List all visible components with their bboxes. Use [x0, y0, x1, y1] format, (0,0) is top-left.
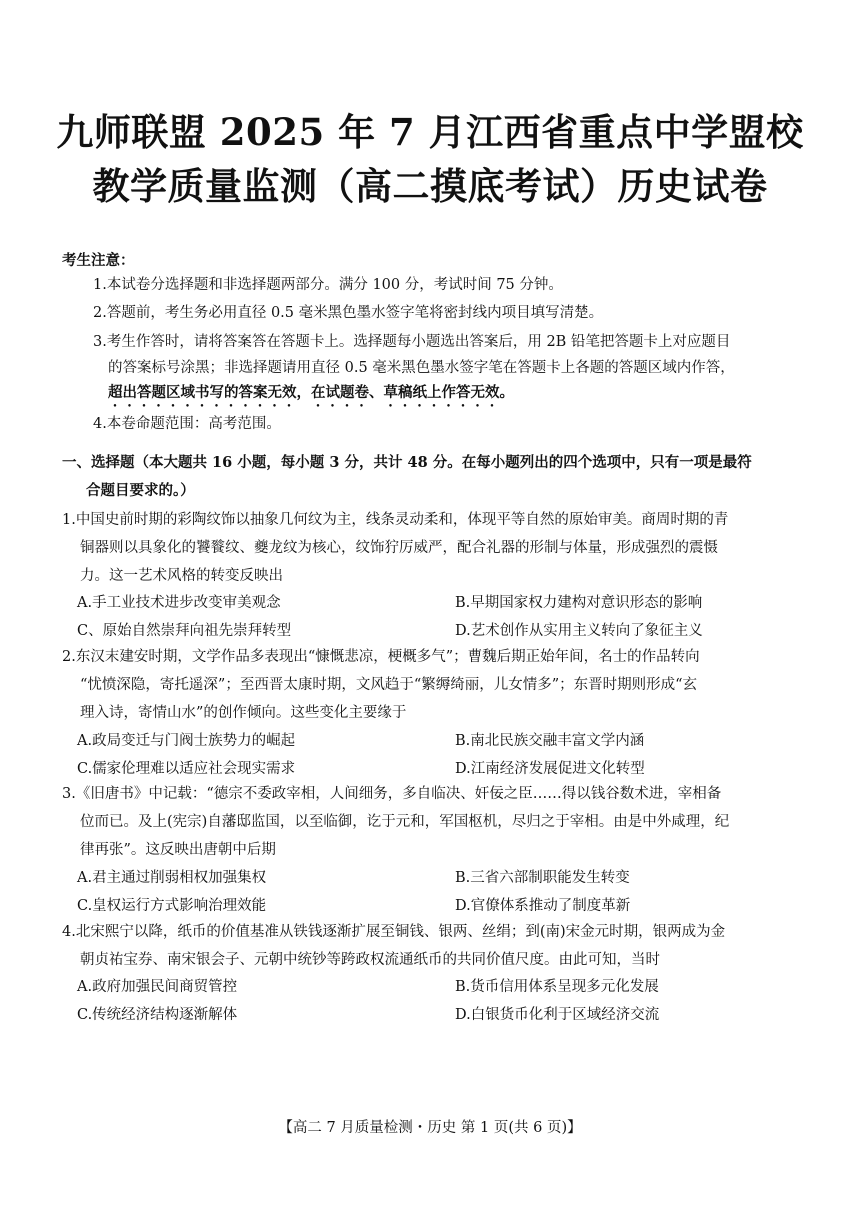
section-1-heading-line-1: 一、选择题（本大题共 16 小题，每小题 3 分，共计 48 分。在每小题列出的四个选项中，只有一项是最符: [62, 454, 752, 471]
notice-item-4: 4.本卷命题范围：高考范围。: [93, 416, 281, 432]
question-4-option-d: D.白银货币化利于区域经济交流: [455, 1007, 660, 1023]
question-1-stem: [62, 506, 804, 590]
page-footer: 【高二 7 月质量检测・历史 第 1 页(共 6 页)】: [278, 1120, 582, 1136]
section-1-heading-line-2: 合题目要求的。）: [86, 482, 195, 499]
question-line: 理入诗，寄情山水”的创作倾向。这些变化主要缘于: [80, 705, 407, 721]
question-line: 铜器则以具象化的饕餮纹、夔龙纹为核心，纹饰狞厉威严，配合礼器的形制与体量，形成强烈的震慑: [80, 540, 718, 556]
question-3-option-d: D.官僚体系推动了制度革新: [455, 898, 631, 914]
question-1-option-b: B.早期国家权力建构对意识形态的影响: [455, 595, 703, 611]
question-2-stem: [62, 643, 804, 727]
notice-item-1: 1.本试卷分选择题和非选择题两部分。满分 100 分，考试时间 75 分钟。: [93, 277, 563, 293]
question-1-option-d: D.艺术创作从实用主义转向了象征主义: [455, 623, 703, 639]
question-2-option-c: C.儒家伦理难以适应社会现实需求: [77, 761, 296, 777]
notice-heading: 考生注意：: [62, 252, 135, 269]
question-line: 朝贞祐宝券、南宋银会子、元朝中统钞等跨政权流通纸币的共同价值尺度。由此可知，当时: [80, 952, 660, 968]
question-line: 律再张”。这反映出唐朝中后期: [80, 842, 276, 858]
question-line: 位而已。及上(宪宗)自藩邸监国，以至临御，讫于元和，军国枢机，尽归之于宰相。由是中外咸理，纪: [80, 814, 730, 830]
question-4-option-b: B.货币信用体系呈现多元化发展: [455, 979, 659, 995]
question-1-option-c: C、原始自然崇拜向祖先崇拜转型: [77, 623, 292, 639]
section-1-heading: [62, 449, 802, 505]
question-line: 4.北宋熙宁以降，纸币的价值基准从铁钱逐渐扩展至铜钱、银两、丝绢；到(南)宋金元时期，银两成为金: [62, 924, 726, 940]
question-line: 2.东汉末建安时期，文学作品多表现出“慷慨悲凉，梗概多气”；曹魏后期正始年间，名士的作品转向: [62, 649, 700, 665]
exam-title-line-2: 教学质量监测（高二摸底考试）历史试卷: [92, 164, 768, 208]
exam-title-line-1: 九师联盟 2025 年 7 月江西省重点中学盟校: [56, 110, 804, 154]
question-line: “忧愤深隐，寄托遥深”；至西晋太康时期，文风趋于“繁缛绮丽，儿女情多”；东晋时期则形成“玄: [80, 677, 698, 693]
question-line: 力。这一艺术风格的转变反映出: [80, 568, 283, 584]
notice-item-2: 2.答题前，考生务必用直径 0.5 毫米黑色墨水签字笔将密封线内项目填写清楚。: [93, 305, 604, 321]
question-2-option-a: A.政局变迁与门阀士族势力的崛起: [77, 733, 296, 749]
question-3-stem: [62, 780, 804, 864]
notice-item-3-line-1: 3.考生作答时，请将答案答在答题卡上。选择题每小题选出答案后，用 2B 铅笔把答题卡上对应题目: [93, 334, 731, 350]
question-1-option-a: A.手工业技术进步改变审美观念: [77, 595, 281, 611]
question-2-option-d: D.江南经济发展促进文化转型: [455, 761, 645, 777]
notice-item-3-emphasis: 超出答题区域书写的答案无效，在试题卷、草稿纸上作答无效。: [108, 384, 514, 401]
question-2-option-b: B.南北民族交融丰富文学内涵: [455, 733, 645, 749]
question-4-stem: [62, 918, 804, 974]
question-line: 3.《旧唐书》中记载：“德宗不委政宰相，人间细务，多自临决、奸佞之臣……得以钱谷数术进，宰相备: [62, 786, 722, 802]
question-4-option-c: C.传统经济结构逐渐解体: [77, 1007, 238, 1023]
question-line: 1.中国史前时期的彩陶纹饰以抽象几何纹为主，线条灵动柔和，体现平等自然的原始审美。商周时期的青: [62, 512, 729, 528]
question-4-option-a: A.政府加强民间商贸管控: [77, 979, 238, 995]
question-3-option-b: B.三省六部制职能发生转变: [455, 870, 630, 886]
notice-item-3-line-2: 的答案标号涂黑；非选择题请用直径 0.5 毫米黑色墨水签字笔在答题卡上各题的答题区域内作答，: [108, 360, 735, 376]
question-3-option-a: A.君主通过削弱相权加强集权: [77, 870, 267, 886]
question-3-option-c: C.皇权运行方式影响治理效能: [77, 898, 267, 914]
